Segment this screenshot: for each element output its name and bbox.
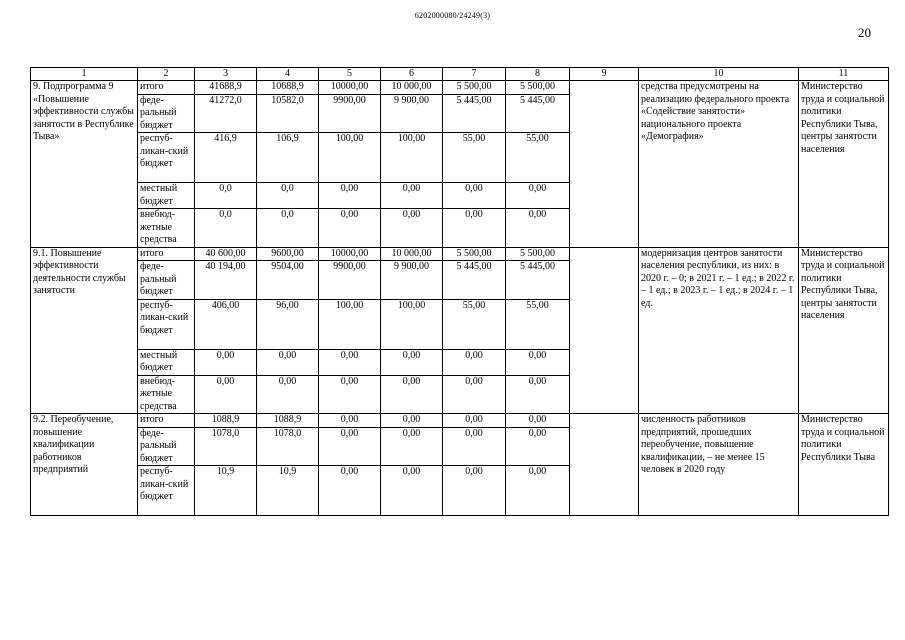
amount-cell: 0,00 — [443, 183, 506, 209]
amount-cell: 416,9 — [195, 133, 257, 183]
header-row — [31, 68, 889, 81]
amount-cell: 1088,9 — [195, 414, 257, 428]
budget-table — [30, 67, 889, 516]
amount-cell: 10582,0 — [257, 94, 319, 133]
amount-cell: 0,00 — [319, 349, 381, 375]
funding-source-cell: феде-ральный бюджет — [138, 261, 195, 300]
header-cell: 7 — [443, 68, 506, 81]
amount-cell: 9600,00 — [257, 247, 319, 261]
amount-cell: 0,00 — [506, 375, 570, 414]
amount-cell: 0,00 — [381, 349, 443, 375]
amount-cell: 0,00 — [506, 349, 570, 375]
amount-cell: 55,00 — [506, 133, 570, 183]
funding-source-cell: итого — [138, 414, 195, 428]
amount-cell: 0,00 — [506, 414, 570, 428]
amount-cell: 41272,0 — [195, 94, 257, 133]
header-cell: 1 — [31, 68, 138, 81]
funding-source-cell: респуб-ликан-ский бюджет — [138, 466, 195, 516]
empty-cell — [570, 414, 639, 516]
amount-cell: 0,0 — [257, 209, 319, 248]
amount-cell: 0,0 — [257, 183, 319, 209]
amount-cell: 406,00 — [195, 299, 257, 349]
amount-cell: 100,00 — [381, 133, 443, 183]
funding-source-cell: итого — [138, 81, 195, 95]
amount-cell: 9504,00 — [257, 261, 319, 300]
header-cell: 9 — [570, 68, 639, 81]
amount-cell: 40 600,00 — [195, 247, 257, 261]
amount-cell: 55,00 — [443, 133, 506, 183]
funding-source-cell: местный бюджет — [138, 183, 195, 209]
amount-cell: 0,00 — [319, 427, 381, 466]
amount-cell: 0,00 — [257, 375, 319, 414]
amount-cell: 5 500,00 — [443, 247, 506, 261]
amount-cell: 0,0 — [195, 209, 257, 248]
amount-cell: 41688,9 — [195, 81, 257, 95]
amount-cell: 40 194,00 — [195, 261, 257, 300]
amount-cell: 1088,9 — [257, 414, 319, 428]
empty-cell — [570, 247, 639, 414]
amount-cell: 0,00 — [381, 414, 443, 428]
funding-source-cell: местный бюджет — [138, 349, 195, 375]
amount-cell: 0,00 — [381, 375, 443, 414]
amount-cell: 5 445,00 — [506, 261, 570, 300]
table-row — [31, 247, 889, 261]
amount-cell: 0,00 — [506, 183, 570, 209]
amount-cell: 5 445,00 — [506, 94, 570, 133]
amount-cell: 0,00 — [443, 414, 506, 428]
result-cell: средства предусмотрены на реализацию федерального проекта «Содействие занятости» национального проекта «Демография» — [639, 81, 799, 248]
table-row — [31, 414, 889, 428]
amount-cell: 0,00 — [319, 466, 381, 516]
amount-cell: 9900,00 — [319, 261, 381, 300]
amount-cell: 0,00 — [381, 209, 443, 248]
amount-cell: 0,00 — [443, 349, 506, 375]
amount-cell: 0,00 — [506, 466, 570, 516]
funding-source-cell: феде-ральный бюджет — [138, 427, 195, 466]
executor-cell: Министерство труда и социальной политики Республики Тыва, центры занятости населения — [799, 247, 889, 414]
amount-cell: 0,00 — [319, 183, 381, 209]
program-name-cell: 9.2. Переобучение, повышение квалификации работников предприятий — [31, 414, 138, 516]
amount-cell: 0,00 — [506, 427, 570, 466]
funding-source-cell: феде-ральный бюджет — [138, 94, 195, 133]
amount-cell: 0,00 — [381, 427, 443, 466]
amount-cell: 10,9 — [195, 466, 257, 516]
program-name-cell: 9.1. Повышение эффективности деятельности службы занятости — [31, 247, 138, 414]
amount-cell: 1078,0 — [257, 427, 319, 466]
amount-cell: 0,00 — [381, 466, 443, 516]
amount-cell: 0,00 — [443, 375, 506, 414]
funding-source-cell: внебюд-жетные средства — [138, 209, 195, 248]
amount-cell: 0,00 — [319, 209, 381, 248]
funding-source-cell: респуб-ликан-ский бюджет — [138, 299, 195, 349]
amount-cell: 5 445,00 — [443, 261, 506, 300]
amount-cell: 106,9 — [257, 133, 319, 183]
header-cell: 3 — [195, 68, 257, 81]
amount-cell: 0,00 — [257, 349, 319, 375]
amount-cell: 10000,00 — [319, 247, 381, 261]
amount-cell: 0,00 — [443, 209, 506, 248]
amount-cell: 0,00 — [443, 466, 506, 516]
amount-cell: 96,00 — [257, 299, 319, 349]
funding-source-cell: итого — [138, 247, 195, 261]
amount-cell: 0,0 — [195, 183, 257, 209]
header-cell: 11 — [799, 68, 889, 81]
amount-cell: 0,00 — [195, 375, 257, 414]
header-cell: 4 — [257, 68, 319, 81]
header-cell: 10 — [639, 68, 799, 81]
funding-source-cell: респуб-ликан-ский бюджет — [138, 133, 195, 183]
table-body — [31, 68, 889, 516]
amount-cell: 5 500,00 — [443, 81, 506, 95]
document-id: 6202000080/24249(3) — [414, 11, 491, 20]
amount-cell: 100,00 — [319, 299, 381, 349]
amount-cell: 10,9 — [257, 466, 319, 516]
amount-cell: 0,00 — [319, 375, 381, 414]
amount-cell: 0,00 — [195, 349, 257, 375]
amount-cell: 5 500,00 — [506, 247, 570, 261]
table-row — [31, 81, 889, 95]
program-name-cell: 9. Подпрограмма 9 «Повышение эффективности службы занятости в Республике Тыва» — [31, 81, 138, 248]
amount-cell: 100,00 — [381, 299, 443, 349]
amount-cell: 9 900,00 — [381, 261, 443, 300]
amount-cell: 0,00 — [381, 183, 443, 209]
amount-cell: 0,00 — [506, 209, 570, 248]
funding-source-cell: внебюд-жетные средства — [138, 375, 195, 414]
amount-cell: 55,00 — [443, 299, 506, 349]
header-cell: 8 — [506, 68, 570, 81]
amount-cell: 5 500,00 — [506, 81, 570, 95]
executor-cell: Министерство труда и социальной политики Республики Тыва — [799, 414, 889, 516]
amount-cell: 9900,00 — [319, 94, 381, 133]
empty-cell — [570, 81, 639, 248]
amount-cell: 9 900,00 — [381, 94, 443, 133]
amount-cell: 10 000,00 — [381, 247, 443, 261]
amount-cell: 0,00 — [443, 427, 506, 466]
amount-cell: 1078,0 — [195, 427, 257, 466]
amount-cell: 0,00 — [319, 414, 381, 428]
result-cell: модернизация центров занятости населения республики, из них: в 2020 г. – 0; в 2021 г. – 1 ед.; в 2022 г. – 1 ед.; в 2023 г. – 1 ед.; в 2024 г. – 1 ед. — [639, 247, 799, 414]
header-cell: 5 — [319, 68, 381, 81]
header-cell: 2 — [138, 68, 195, 81]
amount-cell: 5 445,00 — [443, 94, 506, 133]
amount-cell: 10 000,00 — [381, 81, 443, 95]
result-cell: численность работников предприятий, прошедших переобучение, повышение квалификации, – не менее 15 человек в 2020 году — [639, 414, 799, 516]
amount-cell: 10688,9 — [257, 81, 319, 95]
executor-cell: Министерство труда и социальной политики Республики Тыва, центры занятости населения — [799, 81, 889, 248]
header-cell: 6 — [381, 68, 443, 81]
page-number: 20 — [858, 25, 871, 40]
amount-cell: 10000,00 — [319, 81, 381, 95]
amount-cell: 55,00 — [506, 299, 570, 349]
amount-cell: 100,00 — [319, 133, 381, 183]
